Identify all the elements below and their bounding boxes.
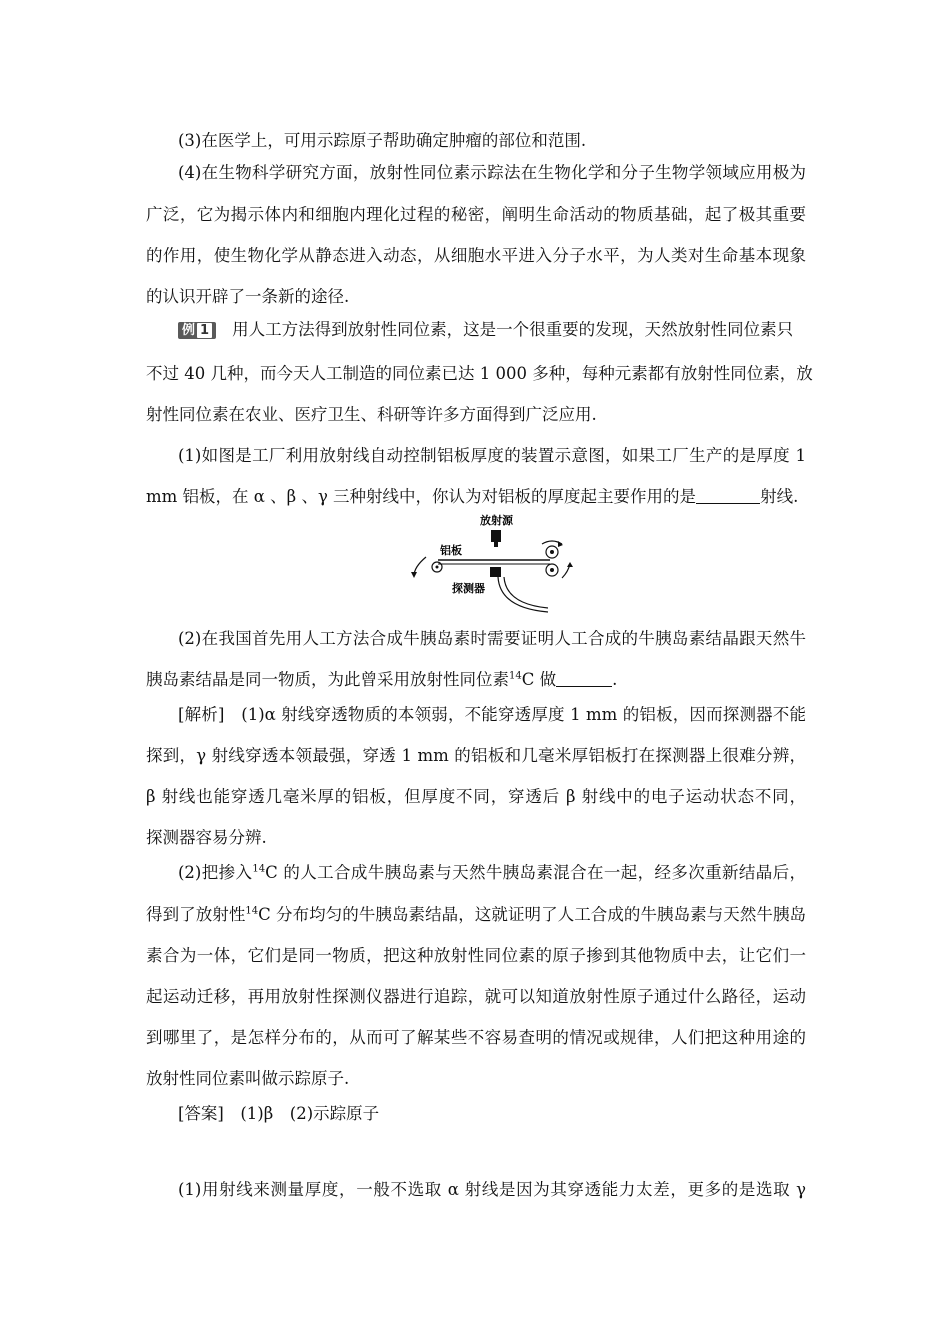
analysis-1-line-4: 探测器容易分辨.	[146, 828, 267, 847]
analysis-2-line-5: 到哪里了，是怎样分布的，从而可了解某些不容易查明的情况或规律，人们把这种用途的	[146, 1028, 806, 1047]
radiation-source-label: 放射源	[480, 514, 513, 527]
analysis-2-line-2: 得到了放射性$^{14}$C 分布均匀的牛胰岛素结晶，这就证明了人工合成的牛胰岛素与天然牛胰岛	[146, 905, 807, 924]
answer-line: [答案] (1)β (2)示踪原子	[178, 1104, 380, 1123]
paragraph-3: (3)在医学上，可用示踪原子帮助确定肿瘤的部位和范围.	[178, 131, 587, 150]
answer-blank-1	[696, 488, 760, 504]
example-1-line-1: 例 1 用人工方法得到放射性同位素，这是一个很重要的发现，天然放射性同位素只	[178, 320, 806, 340]
paragraph-4-line-1: (4)在生物科学研究方面，放射性同位素示踪法在生物化学和分子生物学领域应用极为	[178, 163, 806, 182]
answer-blank-2	[556, 671, 612, 687]
question-2-line-2: 胰岛素结晶是同一物质，为此曾采用放射性同位素$^{14}$C 做 .	[146, 670, 618, 689]
analysis-2-line-4: 起运动迁移，再用放射性探测仪器进行追踪，就可以知道放射性原子通过什么路径，运动	[146, 987, 806, 1006]
detector-label: 探测器	[452, 582, 485, 595]
analysis-2-line-3: 素合为一体，它们是同一物质，把这种放射性同位素的原子掺到其他物质中去，让它们一	[146, 946, 806, 965]
example-1-line-2: 不过 40 几种，而今天人工制造的同位素已达 1 000 多种，每种元素都有放射性同位素，放	[146, 364, 813, 383]
thickness-control-diagram	[400, 512, 600, 616]
detector	[490, 567, 501, 577]
analysis-1-line-1: [解析] (1)α 射线穿透物质的本领弱，不能穿透厚度 1 mm 的铝板，因而探测器不能	[178, 705, 806, 724]
paragraph-4-line-4: 的认识开辟了一条新的途径.	[146, 287, 350, 306]
aluminum-plate-label: 铝板	[440, 544, 462, 557]
question-1-line-2: mm 铝板，在 α 、β 、γ 三种射线中，你认为对铝板的厚度起主要作用的是 射线.	[146, 487, 799, 506]
question-1-line-1: (1)如图是工厂利用放射线自动控制铝板厚度的装置示意图，如果工厂生产的是厚度 1	[178, 446, 806, 465]
analysis-2-line-1: (2)把掺入$^{14}$C 的人工合成牛胰岛素与天然牛胰岛素混合在一起，经多次重新结晶后，	[178, 863, 807, 882]
paragraph-4-line-3: 的作用，使生物化学从静态进入动态，从细胞水平进入分子水平，为人类对生命基本现象	[146, 246, 806, 265]
radiation-source	[491, 530, 501, 542]
example-tag: 例 1	[178, 322, 216, 339]
analysis-1-line-2: 探到，γ 射线穿透本领最强，穿透 1 mm 的铝板和几毫米厚铝板打在探测器上很难分辨，	[146, 746, 806, 765]
analysis-2-line-6: 放射性同位素叫做示踪原子.	[146, 1069, 350, 1088]
analysis-1-line-3: β 射线也能穿透几毫米厚的铝板，但厚度不同，穿透后 β 射线中的电子运动状态不同，	[146, 787, 806, 806]
example-1-line-3: 射性同位素在农业、医疗卫生、科研等许多方面得到广泛应用.	[146, 405, 597, 424]
question-2-line-1: (2)在我国首先用人工方法合成牛胰岛素时需要证明人工合成的牛胰岛素结晶跟天然牛	[178, 629, 806, 648]
note-line: (1)用射线来测量厚度，一般不选取 α 射线是因为其穿透能力太差，更多的是选取 γ	[178, 1180, 806, 1199]
paragraph-4-line-2: 广泛，它为揭示体内和细胞内理化过程的秘密，阐明生命活动的物质基础，起了极其重要	[146, 205, 806, 224]
